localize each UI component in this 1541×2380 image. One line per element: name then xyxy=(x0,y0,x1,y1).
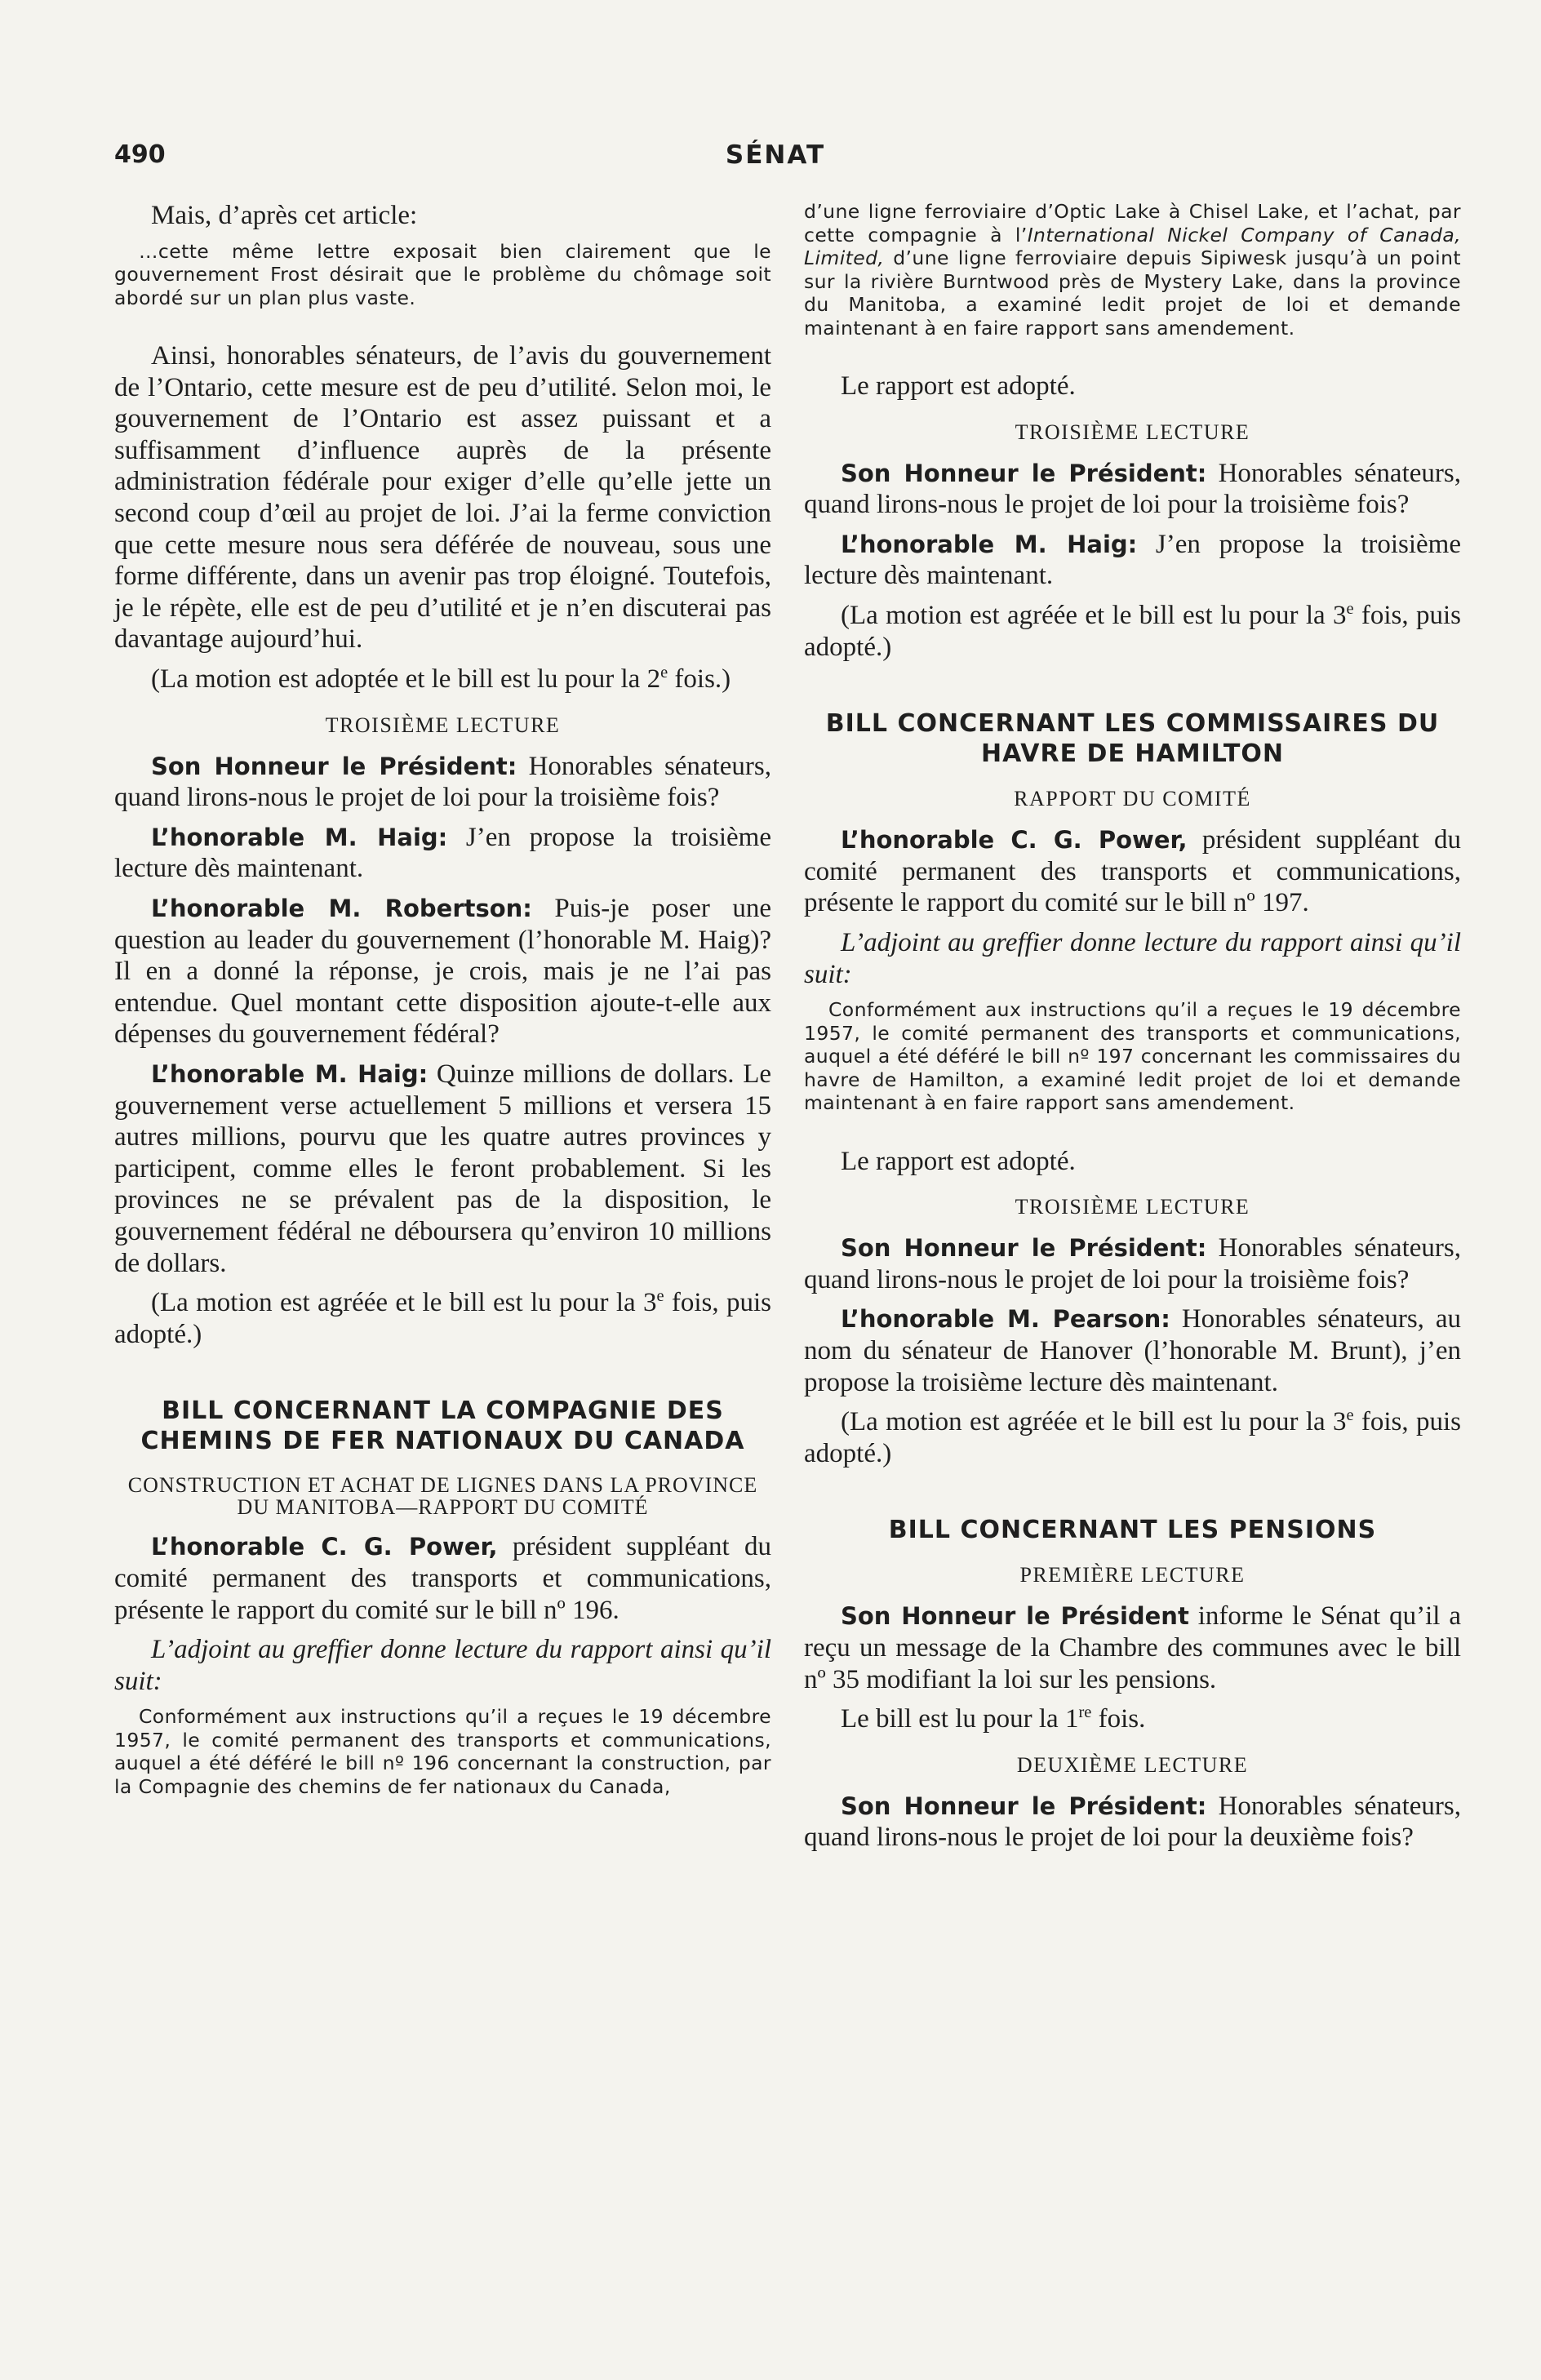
speech: L’honorable M. Haig: Quinze millions de dollars. Le gouvernement verse actuellement 5 millions et versera 15 autres millions, pourvu que les quatre autres provinces y participent, comme elles le feront probablement. Si les provinces ne se prévalent pas de la disposition, le gouvernement fédéral ne déboursera qu’environ 10 millions de dollars. xyxy=(114,1059,771,1278)
subheading: DEUXIÈME LECTURE xyxy=(1016,1752,1249,1777)
bill-heading: BILL CONCERNANT LA COMPAGNIE DES CHEMINS DE FER NATIONAUX DU CANADA xyxy=(140,1396,745,1456)
quotation: …cette même lettre exposait bien clairement que le gouvernement Frost désirait que le problème du chômage soit abordé sur un plan plus vaste. xyxy=(114,239,771,309)
subheading: TROISIÈME LECTURE xyxy=(1015,1195,1250,1219)
motion-result: (La motion est agréée et le bill est lu pour la 3e fois, puis adopté.) xyxy=(804,1406,1461,1468)
speaker: Son Honneur le Président: xyxy=(841,1234,1207,1263)
running-title: SÉNAT xyxy=(725,140,826,170)
subheading: PREMIÈRE LECTURE xyxy=(1019,1563,1246,1587)
quotation: d’une ligne ferroviaire d’Optic Lake à Chisel Lake, et l’achat, par cette compagnie à l’International Nickel Company of Canada, Limited, d’une ligne ferroviaire depuis Sipiwesk jusqu’à un point sur la rivière Burntwood près de Mystery Lake, dans la province du Manitoba, a examiné ledit projet de loi et demande maintenant à en faire rapport sans amendement. xyxy=(804,200,1461,340)
speaker: Son Honneur le Président: xyxy=(841,1792,1207,1820)
running-head xyxy=(114,140,1437,181)
motion-result: (La motion est agréée et le bill est lu pour la 3e fois, puis adopté.) xyxy=(114,1287,771,1349)
paragraph: Le bill est lu pour la 1re fois. xyxy=(841,1703,1146,1734)
speaker: L’honorable C. G. Power, xyxy=(841,826,1188,855)
speaker: L’honorable M. Robertson: xyxy=(151,895,532,922)
motion-result: (La motion est adoptée et le bill est lu pour la 2e fois.) xyxy=(151,664,731,695)
paragraph: Ainsi, honorables sénateurs, de l’avis du gouvernement de l’Ontario, cette mesure est de peu d’utilité. Selon moi, le gouvernement de l’Ontario est assez puissant et a suffisamment d’influence auprès de la présente administration fédérale pour exiger d’elle qu’elle jette un second coup d’œil au projet de loi. J’ai la ferme conviction que cette mesure nous sera déférée de nouveau, sous une forme différente, dans un avenir pas trop éloigné. Toutefois, je le répète, elle est de peu d’utilité et je n’en discuterai pas davantage aujourd’hui. xyxy=(114,341,771,655)
bill-heading: BILL CONCERNANT LES PENSIONS xyxy=(888,1516,1377,1545)
paragraph: Le rapport est adopté. xyxy=(841,1146,1076,1176)
speech: Son Honneur le Président: Honorables sénateurs, quand lirons-nous le projet de loi pour la troisième fois? xyxy=(804,1233,1461,1294)
stage-direction: L’adjoint au greffier donne lecture du rapport ainsi qu’il suit: xyxy=(114,1635,771,1696)
speech: L’honorable C. G. Power, président suppléant du comité permanent des transports et communications, présente le rapport du comité sur le bill nº 197. xyxy=(804,825,1461,918)
speaker: L’honorable M. Haig: xyxy=(841,530,1138,558)
speech: Son Honneur le Président: Honorables sénateurs, quand lirons-nous le projet de loi pour la troisième fois? xyxy=(114,751,771,813)
subheading: CONSTRUCTION ET ACHAT DE LIGNES DANS LA PROVINCE DU MANITOBA—RAPPORT DU COMITÉ xyxy=(127,1473,758,1520)
speech: L’honorable M. Pearson: Honorables sénateurs, au nom du sénateur de Hanover (l’honorable M. Brunt), j’en propose la troisième lecture dès maintenant. xyxy=(804,1304,1461,1397)
subheading: RAPPORT DU COMITÉ xyxy=(1014,787,1251,811)
subheading: TROISIÈME LECTURE xyxy=(325,713,561,737)
speaker: L’honorable M. Haig: xyxy=(151,1059,429,1088)
quotation: Conformément aux instructions qu’il a reçues le 19 décembre 1957, le comité permanent des transports et communications, auquel a été déféré le bill nº 196 concernant la construction, par la Compagnie des chemins de fer nationaux du Canada, xyxy=(114,1705,771,1798)
speaker: L’honorable M. Haig: xyxy=(151,823,448,851)
speaker: Son Honneur le Président xyxy=(841,1602,1189,1631)
bill-heading: BILL CONCERNANT LES COMMISSAIRES DU HAVRE DE HAMILTON xyxy=(825,709,1440,769)
speech: Son Honneur le Président: Honorables sénateurs, quand lirons-nous le projet de loi pour la troisième fois? xyxy=(804,458,1461,520)
speech: L’honorable M. Haig: J’en propose la troisième lecture dès maintenant. xyxy=(804,529,1461,591)
motion-result: (La motion est agréée et le bill est lu pour la 3e fois, puis adopté.) xyxy=(804,599,1461,662)
right-column xyxy=(804,200,1461,1862)
subheading: TROISIÈME LECTURE xyxy=(1015,420,1250,444)
quotation: Conformément aux instructions qu’il a reçues le 19 décembre 1957, le comité permanent des transports et communications, auquel a été déféré le bill nº 197 concernant les commissaires du havre de Hamilton, a examiné ledit projet de loi et demande maintenant à en faire rapport sans amendement. xyxy=(804,998,1461,1115)
speech: Son Honneur le Président: Honorables sénateurs, quand lirons-nous le projet de loi pour la deuxième fois? xyxy=(804,1791,1461,1853)
page-number: 490 xyxy=(114,140,166,169)
left-column xyxy=(114,200,771,1829)
paragraph: Mais, d’après cet article: xyxy=(151,201,418,230)
stage-direction: L’adjoint au greffier donne lecture du rapport ainsi qu’il suit: xyxy=(804,927,1461,989)
speaker: L’honorable C. G. Power, xyxy=(151,1533,498,1561)
paragraph: Le rapport est adopté. xyxy=(841,371,1076,401)
speaker: Son Honneur le Président: xyxy=(151,752,517,780)
speech: Son Honneur le Président informe le Sénat qu’il a reçu un message de la Chambre des communes avec le bill nº 35 modifiant la loi sur les pensions. xyxy=(804,1601,1461,1694)
speech: L’honorable M. Haig: J’en propose la troisième lecture dès maintenant. xyxy=(114,822,771,884)
speaker: Son Honneur le Président: xyxy=(841,459,1207,487)
speech: L’honorable M. Robertson: Puis-je poser une question au leader du gouvernement (l’honorable M. Haig)? Il en a donné la réponse, je crois, mais je ne l’ai pas entendue. Quel montant cette disposition ajoute-t-elle aux dépenses du gouvernement fédéral? xyxy=(114,894,771,1050)
speaker: L’honorable M. Pearson: xyxy=(841,1305,1170,1334)
speech: L’honorable C. G. Power, président suppléant du comité permanent des transports et communications, présente le rapport du comité sur le bill nº 196. xyxy=(114,1532,771,1625)
